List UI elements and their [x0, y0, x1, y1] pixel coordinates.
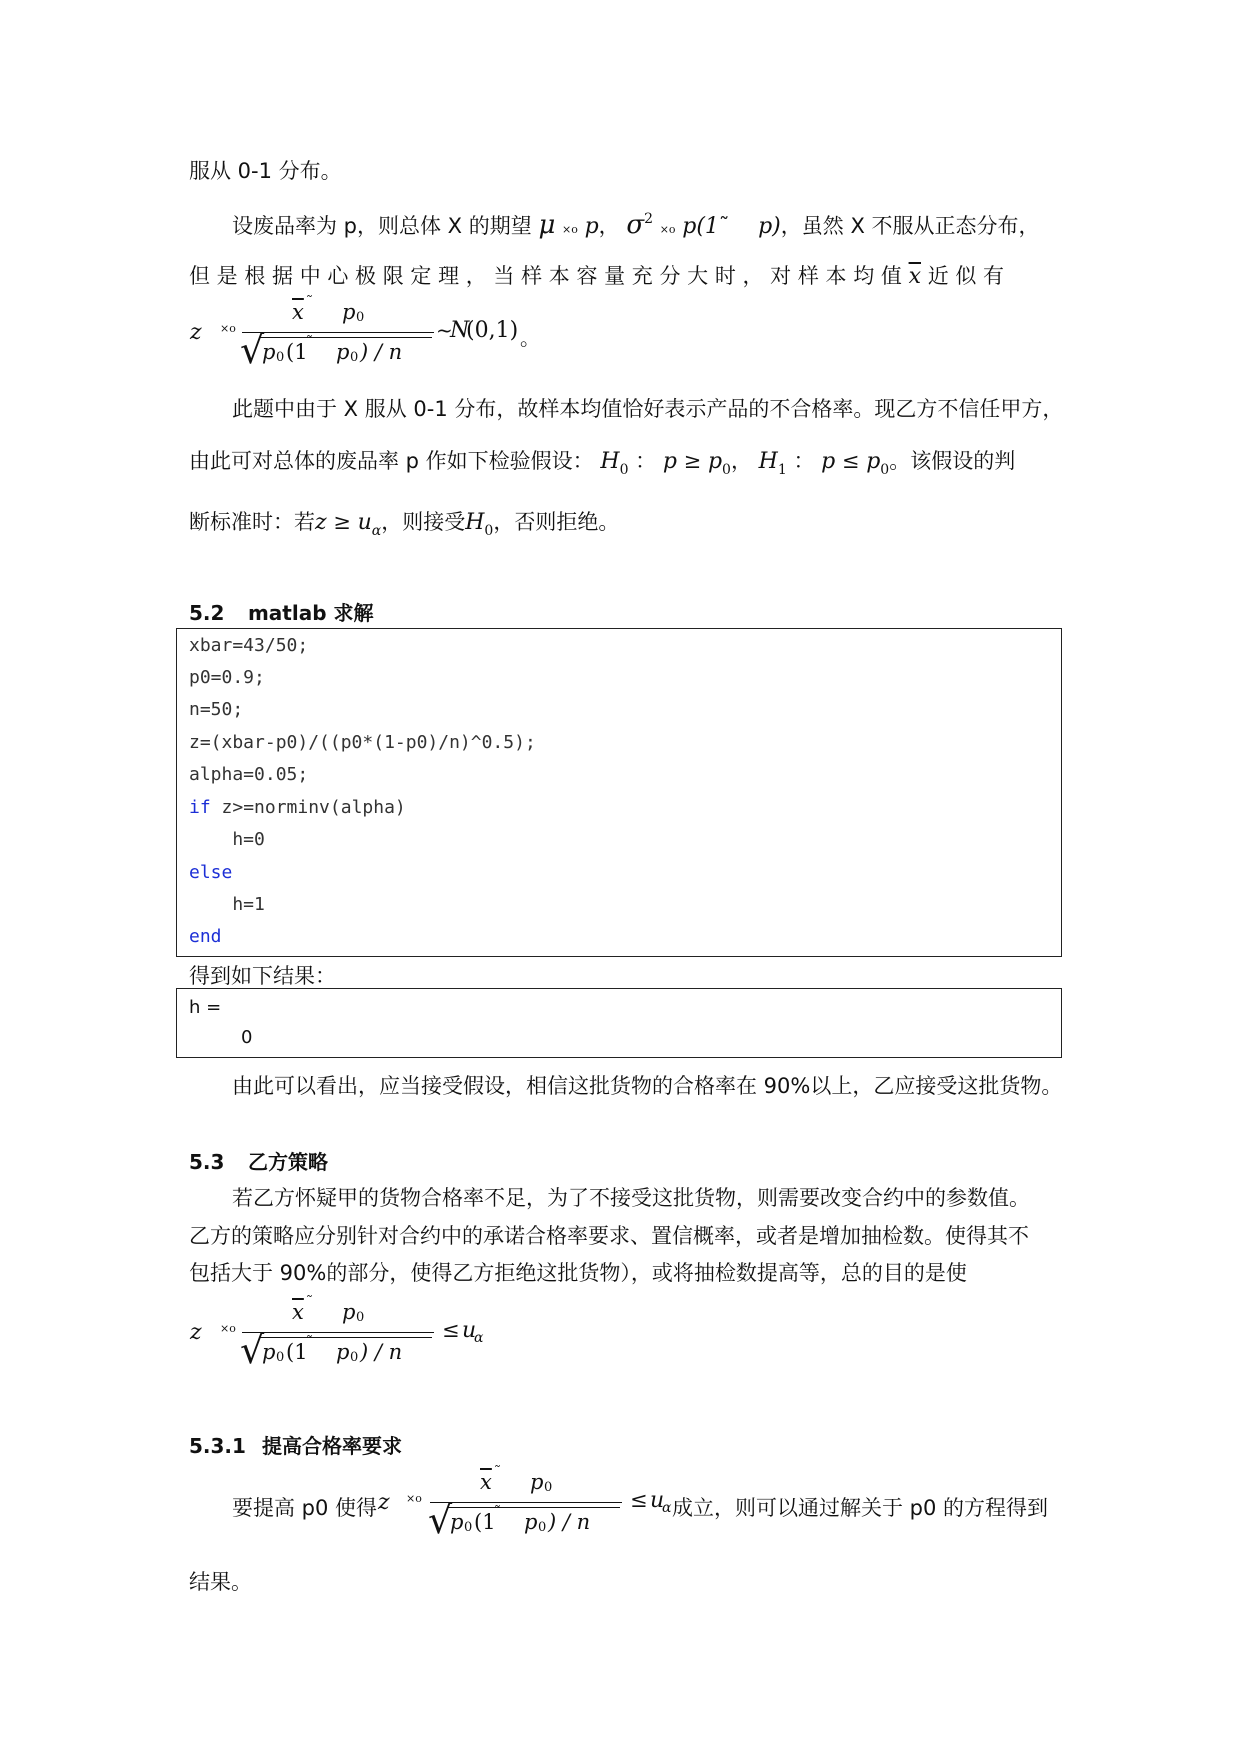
expr: p): [758, 214, 781, 239]
paragraph-line: [189, 506, 620, 539]
code-line: z=(xbar-p0)/((p0*(1-p0)/n)^0.5);: [189, 732, 536, 753]
text: 由此可对总体的废品率 p 作如下检验假设：: [189, 449, 594, 473]
expr: ) / n: [360, 1340, 403, 1364]
tilde-glyph: ˜: [718, 214, 730, 238]
expr: (0,1): [466, 318, 519, 343]
subscript: 0: [484, 523, 494, 539]
result-block: [176, 988, 1062, 1058]
code-line: else: [189, 862, 233, 883]
fraction-bar: [430, 1502, 622, 1503]
p-symbol: p: [336, 340, 350, 364]
equals-glyph: ×o: [220, 1322, 236, 1335]
equals-glyph: ×o: [406, 1492, 422, 1505]
code-line: if z>=norminv(alpha): [189, 797, 406, 818]
subscript: 0: [350, 350, 359, 365]
subscript: 0: [464, 1520, 473, 1535]
p-symbol: p: [524, 1510, 538, 1534]
text: ，则接受: [381, 510, 466, 534]
result-label: 得到如下结果：: [189, 964, 336, 988]
p-symbol: p: [821, 449, 836, 474]
fraction-bar: [242, 332, 434, 333]
le-symbol: ≤: [630, 1488, 648, 1512]
sqrt-sign: √: [240, 1328, 265, 1372]
subscript: 0: [538, 1520, 547, 1535]
p-symbol: p: [342, 300, 356, 324]
section-heading: [189, 1146, 328, 1175]
expr: (1: [286, 340, 308, 364]
u-symbol: u: [650, 1488, 665, 1513]
p-symbol: p: [866, 449, 881, 474]
z-symbol: z: [190, 1320, 202, 1345]
text: ，虽然 X 不服从正态分布，: [780, 214, 1040, 238]
expr: ) / n: [360, 340, 403, 364]
expr: ) / n: [548, 1510, 591, 1534]
p-symbol: p: [530, 1470, 544, 1494]
H-symbol: H: [465, 510, 485, 535]
ge-symbol: ≥: [333, 510, 351, 534]
paragraph-line: 结果。: [189, 1570, 252, 1594]
tilde-glyph: ˜: [306, 1294, 313, 1310]
section-title: 提高合格率要求: [261, 1434, 402, 1458]
subscript: 0: [276, 350, 285, 365]
xbar-symbol: $\overline{x}$: [480, 1470, 492, 1494]
subscript: 0: [356, 1310, 365, 1325]
subscript: 0: [722, 462, 731, 478]
text: 设废品率为 p，则总体 X 的期望: [232, 214, 532, 238]
paragraph-line: 此题中由于 X 服从 0-1 分布，故样本均值恰好表示产品的不合格率。现乙方不信任甲方，: [232, 397, 1064, 421]
p-symbol: p: [707, 449, 723, 474]
expr: p(1: [682, 214, 719, 239]
paragraph-line: [189, 260, 1004, 290]
u-symbol: u: [462, 1318, 477, 1343]
section-heading: [189, 597, 374, 626]
p-symbol: p: [662, 449, 677, 474]
comma: ，: [598, 214, 620, 238]
z-symbol: z: [378, 1490, 390, 1515]
z-symbol: z: [315, 510, 327, 535]
section-heading: [189, 1430, 402, 1459]
fraction-bar: [242, 1332, 434, 1333]
paragraph-line: 包括大于 90%的部分，使得乙方拒绝这批货物），或将抽检数提高等，总的目的是使: [189, 1261, 967, 1285]
result-line: 0: [241, 1027, 253, 1048]
ge-symbol: ≥: [683, 449, 702, 473]
subscript: 0: [350, 1350, 359, 1365]
subscript: 0: [356, 310, 365, 325]
sqrt-bar: [260, 1337, 432, 1338]
equals-glyph: ×o: [562, 223, 578, 236]
paragraph-line: 要提高 p0 使得: [232, 1496, 378, 1520]
code-line: h=0: [189, 829, 265, 850]
section-number: 5.2: [189, 601, 225, 625]
p-symbol: p: [336, 1340, 350, 1364]
alpha-subscript: α: [474, 1330, 484, 1346]
alpha-subscript: α: [371, 523, 382, 539]
le-symbol: ≤: [841, 449, 860, 473]
expr: (1: [474, 1510, 496, 1534]
subscript: 1: [777, 462, 787, 478]
paragraph-line: [189, 445, 1016, 478]
formula-z: [190, 294, 540, 380]
code-line: p0=0.9;: [189, 667, 265, 688]
paragraph-line: 服从 0-1 分布。: [189, 159, 342, 183]
le-symbol: ≤: [442, 1318, 460, 1342]
H-symbol: H: [758, 449, 778, 474]
sigma-symbol: σ: [626, 210, 645, 240]
code-line: alpha=0.05;: [189, 764, 309, 785]
formula-z-le: [378, 1464, 678, 1550]
expr: (1: [286, 1340, 308, 1364]
period: 。: [520, 326, 540, 350]
comma: ，: [730, 449, 752, 473]
code-line: h=1: [189, 894, 265, 915]
equals-glyph: ×o: [659, 223, 676, 236]
code-line: xbar=43/50;: [189, 635, 309, 656]
mu-symbol: μ: [538, 210, 556, 240]
u-symbol: u: [357, 510, 372, 535]
tilde-glyph: ˜: [494, 1504, 501, 1520]
alpha-subscript: α: [662, 1500, 672, 1516]
section-title: matlab 求解: [247, 601, 374, 625]
p-symbol: p: [584, 214, 599, 239]
equals-glyph: ×o: [220, 322, 236, 335]
tilde-glyph: ˜: [494, 1464, 501, 1480]
p-symbol: p: [450, 1510, 464, 1534]
section-number: 5.3.1: [189, 1434, 246, 1458]
z-symbol: z: [190, 320, 202, 345]
text: 。该假设的判: [889, 449, 1016, 473]
tilde-glyph: ˜: [306, 334, 313, 350]
sqrt-sign: √: [428, 1498, 453, 1542]
tilde-glyph: ˜: [306, 1334, 313, 1350]
xbar-symbol: $\overline{x}$: [292, 1300, 304, 1324]
code-block: [176, 628, 1062, 957]
xbar-symbol: $\overline{x}$: [908, 264, 921, 289]
subscript: 0: [880, 462, 890, 478]
paragraph-line: 成立，则可以通过解关于 p0 的方程得到: [672, 1496, 1049, 1520]
subscript: 0: [276, 1350, 285, 1365]
colon: ：: [793, 449, 815, 473]
code-line: n=50;: [189, 699, 244, 720]
text: 但 是 根 据 中 心 极 限 定 理 ， 当 样 本 容 量 充 分 大 时 ， 对 样 本 均 值: [189, 264, 902, 288]
sqrt-bar: [260, 337, 432, 338]
text: 近 似 有: [927, 264, 1005, 288]
xbar-symbol: $\overline{x}$: [292, 300, 304, 324]
code-line: end: [189, 926, 222, 947]
paragraph-line: [232, 210, 1040, 240]
N-symbol: N: [450, 318, 470, 343]
sqrt-sign: √: [240, 328, 265, 372]
paragraph-line: 若乙方怀疑甲的货物合格率不足，为了不接受这批货物，则需要改变合约中的参数值。: [232, 1186, 1030, 1210]
section-number: 5.3: [189, 1150, 225, 1174]
H-symbol: H: [600, 449, 620, 474]
text: ，否则拒绝。: [493, 510, 620, 534]
paragraph-line: 乙方的策略应分别针对合约中的承诺合格率要求、置信概率，或者是增加抽检数。使得其不: [189, 1224, 1029, 1248]
p-symbol: p: [342, 1300, 356, 1324]
result-line: h =: [189, 997, 222, 1018]
tilde-glyph: ˜: [306, 294, 313, 310]
formula-z-le: [190, 1294, 490, 1380]
section-title: 乙方策略: [247, 1150, 328, 1174]
subscript: 0: [544, 1480, 553, 1495]
sqrt-bar: [448, 1507, 620, 1508]
colon: ：: [635, 449, 657, 473]
p-symbol: p: [262, 1340, 276, 1364]
subscript: 0: [619, 462, 629, 478]
text: 断标准时：若: [189, 510, 315, 534]
tilde-operator: ~: [436, 318, 453, 342]
paragraph-line: 由此可以看出，应当接受假设，相信这批货物的合格率在 90%以上，乙应接受这批货物。: [232, 1074, 1063, 1098]
superscript: 2: [644, 211, 654, 227]
p-symbol: p: [262, 340, 276, 364]
